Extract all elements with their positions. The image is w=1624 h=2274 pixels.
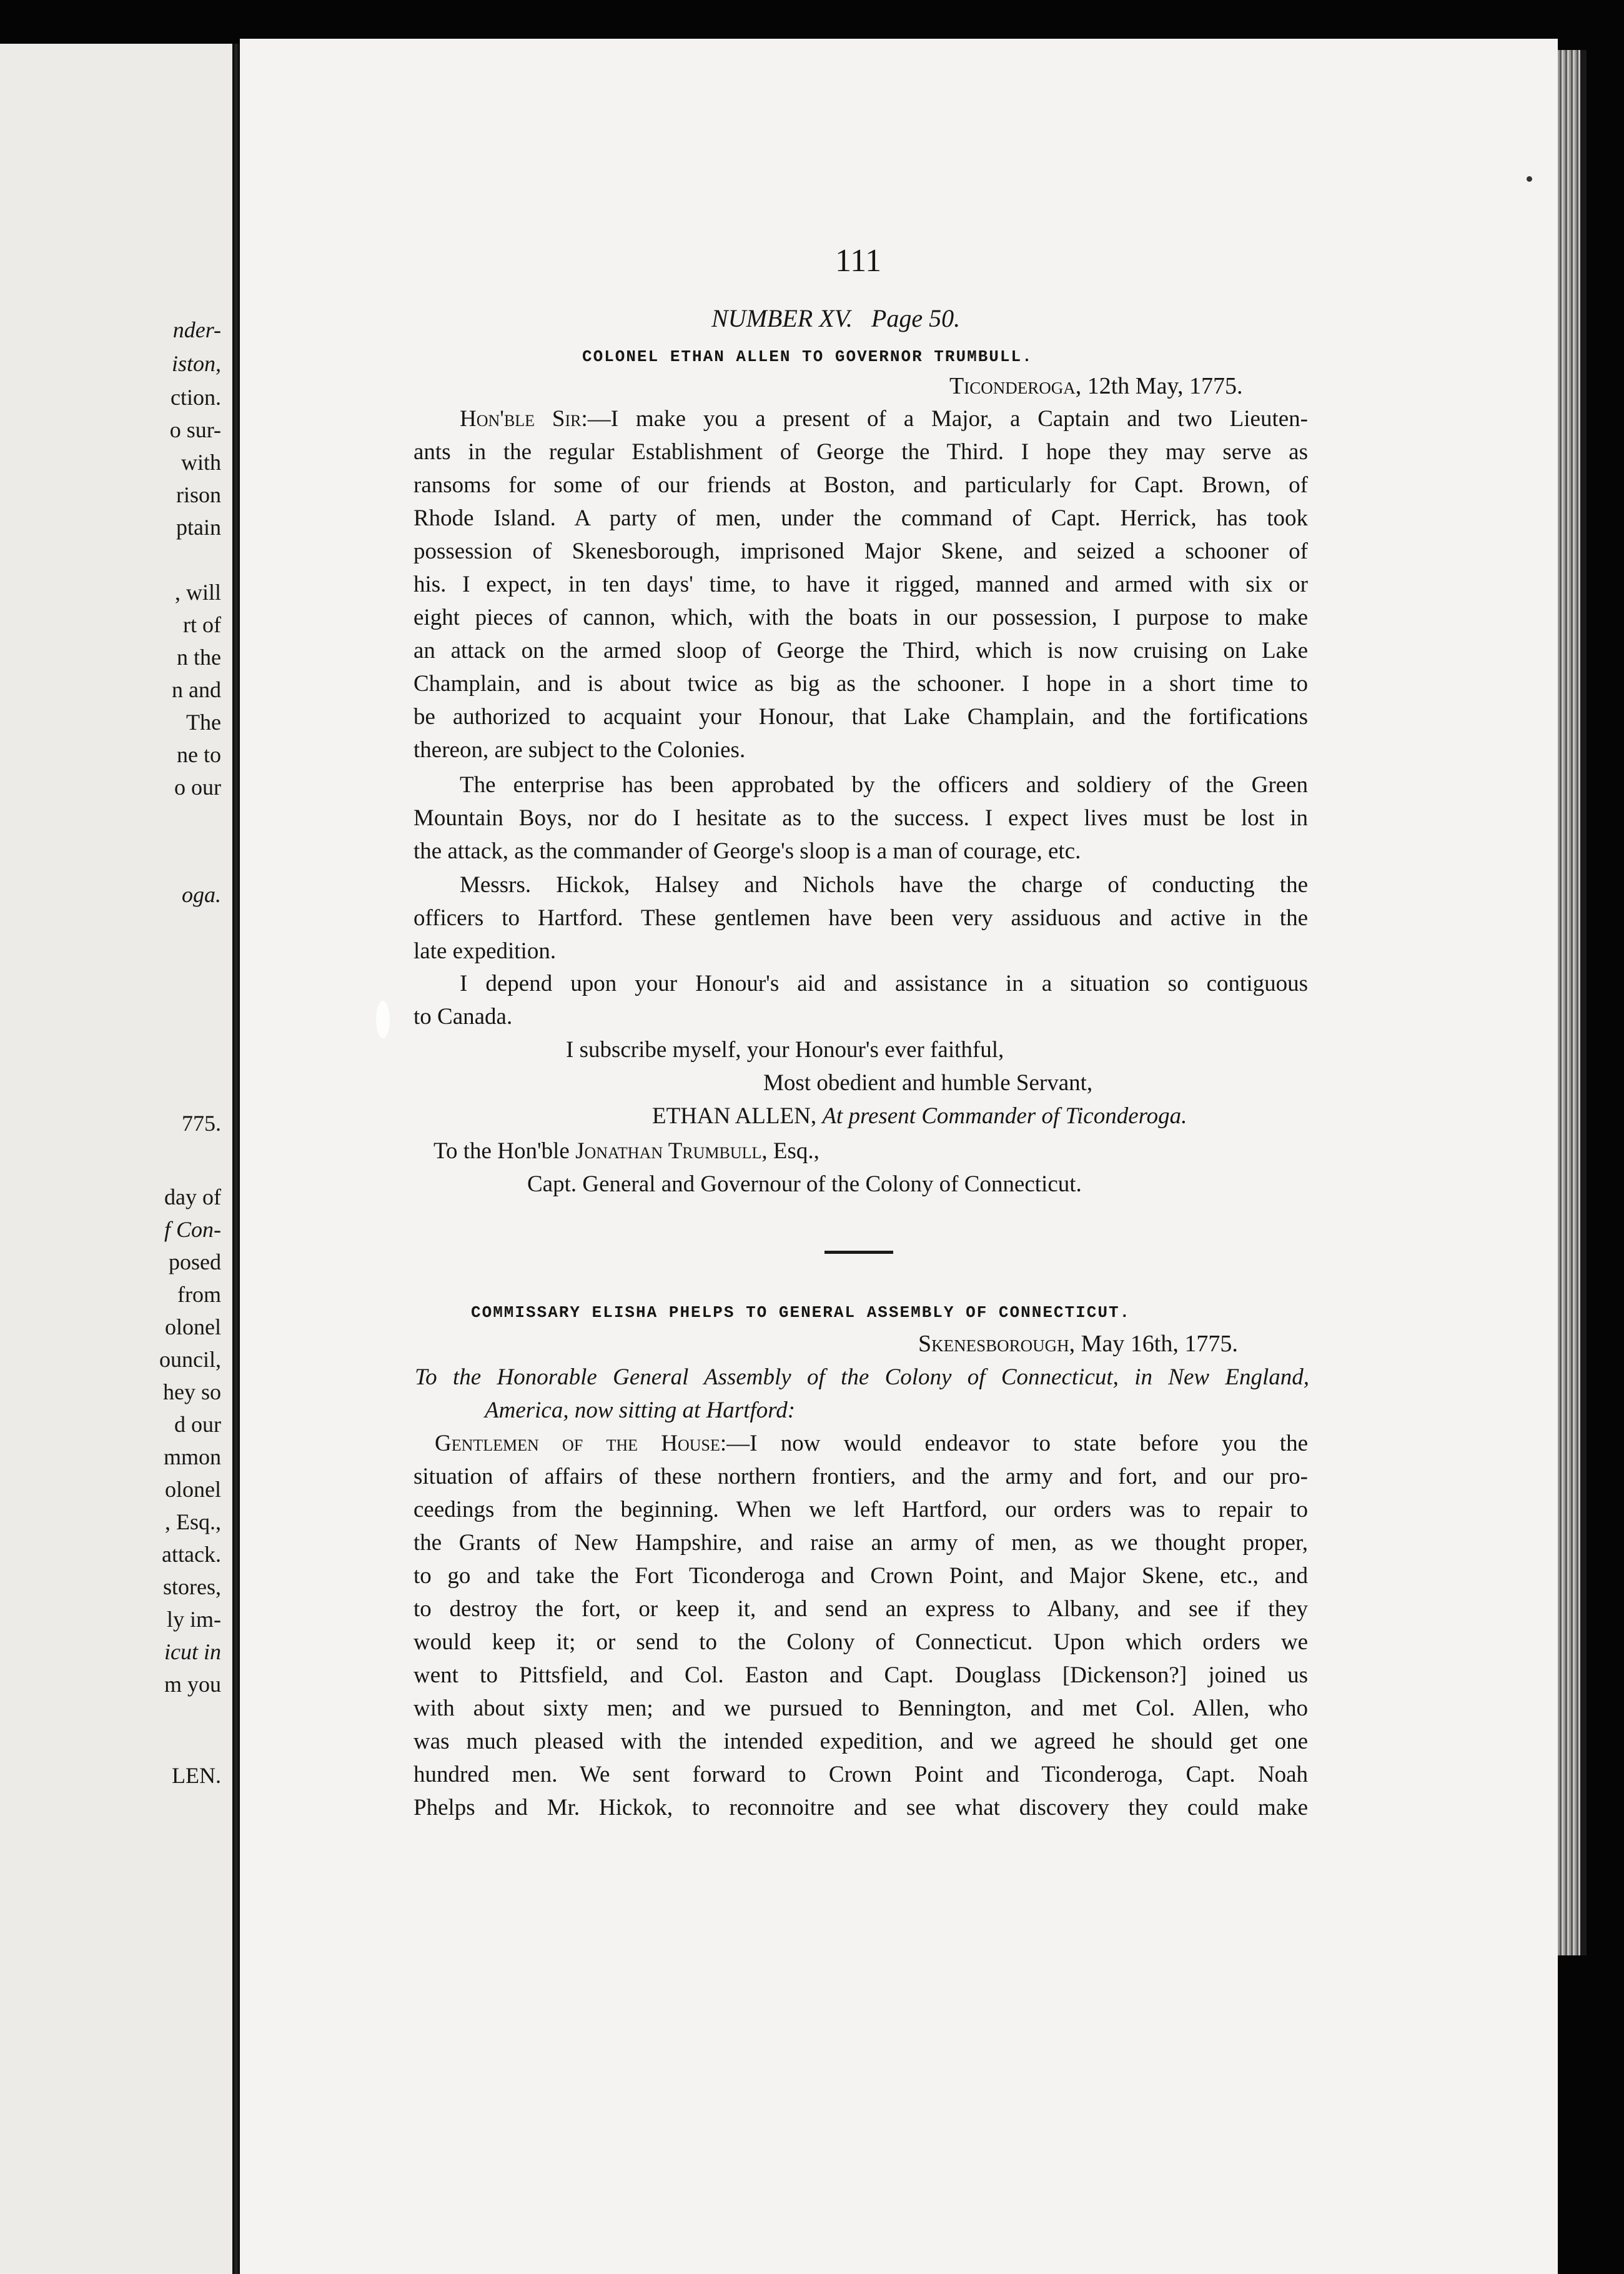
left-line: o sur- [169,417,221,442]
letter-line: late expedition. [413,938,557,964]
left-line: LEN. [172,1763,221,1788]
left-line: mmon [163,1444,221,1469]
number-label: NUMBER XV. [711,304,853,332]
letter-line: Mountain Boys, nor do I hesitate as to the success. I expect lives must be lost in [413,805,1308,831]
letter-line: Phelps and Mr. Hickok, to reconnoitre and see what discovery they could make [413,1795,1308,1820]
letter-line: an attack on the armed sloop of George the Third, which is now cruising on Lake [413,638,1308,663]
left-line: , will [174,580,221,605]
left-line: icut in [164,1639,221,1664]
left-line: stores, [163,1574,221,1599]
addressee-title: Capt. General and Governour of the Colony of Connecticut. [527,1171,1082,1197]
letter-line: situation of affairs of these northern frontiers, and the army and fort, and our pro- [413,1464,1308,1489]
section-number [711,306,960,331]
left-line: The [186,710,221,735]
letter-line: ransoms for some of our friends at Boston, and particularly for Capt. Brown, of [413,472,1308,498]
left-line: attack. [162,1542,221,1567]
letter-line: ants in the regular Establishment of George the Third. I hope they may serve as [413,439,1308,465]
left-line: rt of [183,612,221,637]
left-line: posed [169,1249,221,1274]
letter-line: The enterprise has been approbated by the officers and soldiery of the Green [460,772,1308,798]
addressee [433,1139,819,1163]
letter-line: was much pleased with the intended expedition, and we agreed he should get one [413,1729,1308,1754]
left-line: olonel [165,1477,221,1502]
dateline [918,1332,1238,1356]
signature-title: At present Commander of Ticonderoga. [822,1103,1187,1129]
left-line: ne to [177,742,221,767]
letter-line: would keep it; or send to the Colony of Connecticut. Upon which orders we [413,1629,1308,1655]
letter-line: thereon, are subject to the Colonies. [413,737,746,763]
letter-address: To the Honorable General Assembly of the Colony of Connecticut, in New England, [415,1364,1309,1390]
left-line: d our [174,1412,221,1437]
letter-line [435,1432,1308,1455]
left-line: olonel [165,1314,221,1339]
page-number: 111 [835,243,882,279]
letter-line: with about sixty men; and we pursued to Bennington, and met Col. Allen, who [413,1696,1308,1721]
closing-line: Most obedient and humble Servant, [763,1070,1093,1096]
left-line: nder- [172,317,221,342]
letter-line: the attack, as the commander of George's sloop is a man of courage, etc. [413,838,1081,864]
left-line: n and [172,677,221,702]
paper-blemish [376,1001,390,1038]
left-line: ction. [171,385,221,410]
page-edge-shadow [1580,50,1587,1955]
letter-line: be authorized to acquaint your Honour, that Lake Champlain, and the fortifications [413,704,1308,730]
dateline-date: 12th May, 1775. [1087,373,1243,399]
left-line: iston, [171,351,221,376]
page-reference: Page 50. [871,304,961,332]
left-line: f Con- [164,1217,221,1242]
letter-line: the Grants of New Hampshire, and raise an army of men, as we thought proper, [413,1530,1308,1556]
salutation: Gentlemen of the House [435,1431,720,1456]
letter-heading: COLONEL ETHAN ALLEN TO GOVERNOR TRUMBULL. [582,347,1033,366]
letter-text: :—I now would endeavor to state before you the [720,1431,1308,1456]
signature [652,1105,1187,1128]
left-line: ly im- [167,1607,221,1632]
left-line: 775. [182,1111,221,1136]
closing-line: I subscribe myself, your Honour's ever faithful, [566,1037,1004,1063]
book-page-edges [1558,50,1580,1955]
letter-heading: COMMISSARY ELISHA PHELPS TO GENERAL ASSEMBLY OF CONNECTICUT. [471,1303,1131,1322]
section-divider [824,1251,893,1254]
left-line: day of [164,1184,221,1209]
letter-line: Messrs. Hickok, Halsey and Nichols have the charge of conducting the [460,872,1308,898]
left-line: rison [176,482,221,507]
scan-speck [1527,176,1532,182]
left-line: o our [174,775,221,800]
dateline [949,374,1242,398]
addressee-name: Jonathan Trumbull, [575,1138,768,1164]
letter-line: Champlain, and is about twice as big as the schooner. I hope in a short time to [413,671,1308,697]
main-page [240,39,1558,2274]
left-line: m you [164,1672,221,1697]
left-line: n the [177,645,221,670]
addressee-prefix: To the Hon'ble [433,1138,570,1164]
dateline-date: May 16th, 1775. [1081,1331,1238,1357]
addressee-suffix: Esq., [773,1138,819,1164]
letter-line [460,407,1308,430]
letter-line: to destroy the fort, or keep it, and send an express to Albany, and see if they [413,1596,1308,1622]
letter-line: to Canada. [413,1004,513,1030]
letter-line: went to Pittsfield, and Col. Easton and Capt. Douglass [Dickenson?] joined us [413,1662,1308,1688]
letter-line: officers to Hartford. These gentlemen have been very assiduous and active in the [413,905,1308,931]
letter-address: America, now sitting at Hartford: [485,1398,796,1423]
previous-page-fragment [0,44,232,2274]
left-line: hey so [163,1379,221,1404]
letter-line: Rhode Island. A party of men, under the command of Capt. Herrick, has took [413,505,1308,531]
dateline-place: Ticonderoga, [949,373,1082,399]
book-gutter [232,44,240,2274]
letter-line: ceedings from the beginning. When we left Hartford, our orders was to repair to [413,1497,1308,1522]
letter-text: :—I make you a present of a Major, a Captain and two Lieuten- [581,406,1309,432]
letter-line: possession of Skenesborough, imprisoned Major Skene, and seized a schooner of [413,539,1308,564]
left-line: oga. [182,882,221,907]
letter-line: eight pieces of cannon, which, with the boats in our possession, I purpose to make [413,605,1308,630]
left-line: ptain [176,515,221,540]
letter-line: I depend upon your Honour's aid and assistance in a situation so contiguous [460,971,1308,996]
signature-name: ETHAN ALLEN, [652,1103,817,1129]
salutation: Hon'ble Sir [460,406,582,432]
left-line: with [181,450,221,475]
left-line: ouncil, [159,1347,221,1372]
letter-line: to go and take the Fort Ticonderoga and Crown Point, and Major Skene, etc., and [413,1563,1308,1589]
letter-line: his. I expect, in ten days' time, to have it rigged, manned and armed with six or [413,572,1308,597]
left-line: , Esq., [165,1509,221,1534]
dateline-place: Skenesborough, [918,1331,1076,1357]
left-line: from [177,1282,221,1307]
letter-line: hundred men. We sent forward to Crown Point and Ticonderoga, Capt. Noah [413,1762,1308,1787]
